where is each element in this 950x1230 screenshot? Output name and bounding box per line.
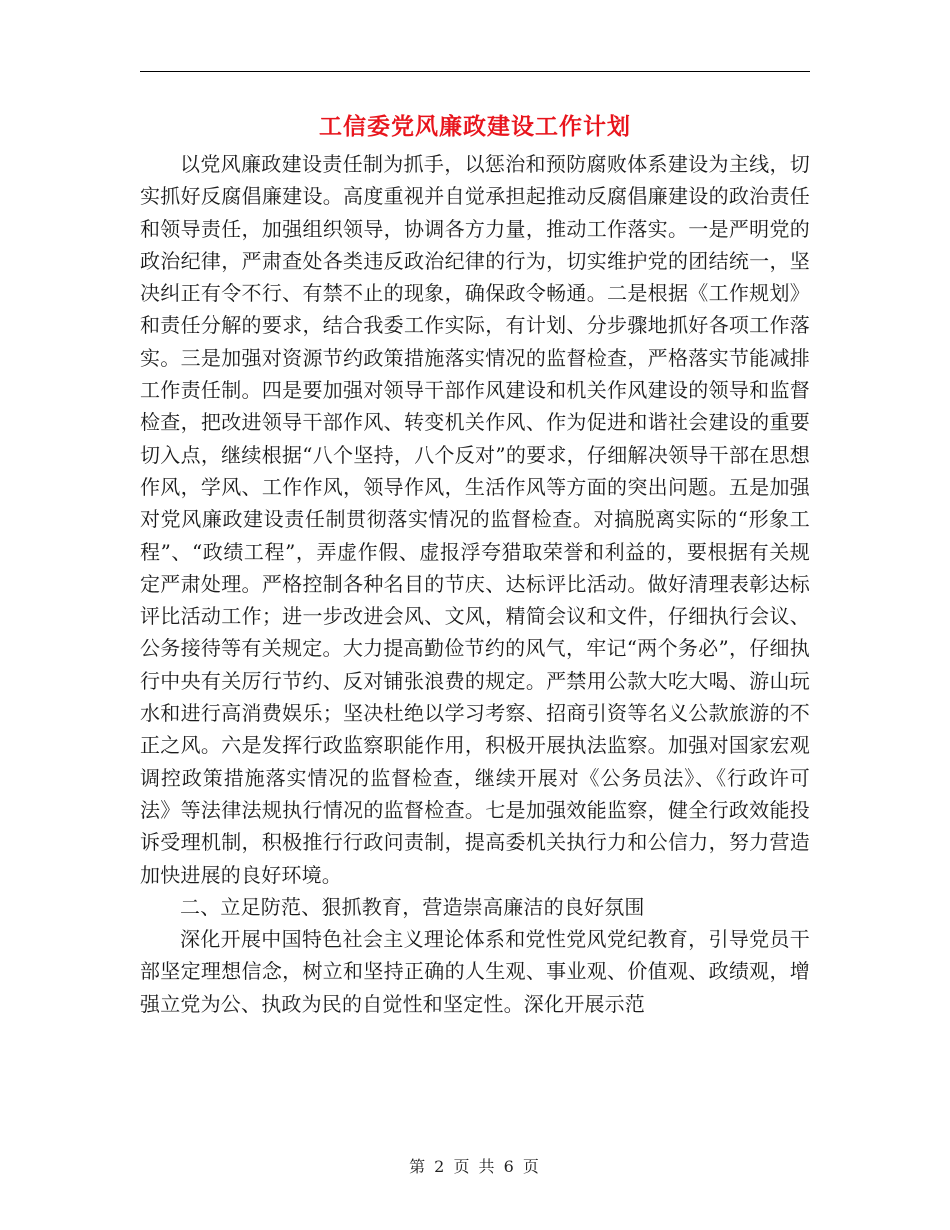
page-number-footer: 第 2 页 共 6 页 [409, 1157, 541, 1176]
document-body [140, 148, 810, 1020]
document-title: 工信委党风廉政建设工作计划 [319, 113, 631, 140]
body-paragraph-3: 深化开展中国特色社会主义理论体系和党性党风党纪教育，引导党员干部坚定理想信念，树立和坚持正确的人生观、事业观、价值观、政绩观，增强立党为公、执政为民的自觉性和坚定性。深化开展示范 [140, 927, 810, 1016]
section-heading-2: 二、立足防范、狠抓教育，营造崇高廉洁的良好氛围 [180, 894, 645, 919]
header-rule [140, 71, 810, 72]
body-paragraph-1: 以党风廉政建设责任制为抓手，以惩治和预防腐败体系建设为主线，切实抓好反腐倡廉建设。高度重视并自觉承担起推动反腐倡廉建设的政治责任和领导责任，加强组织领导，协调各方力量，推动工作落实。一是严明党的政治纪律，严肃查处各类违反政治纪律的行为，切实维护党的团结统一，坚决纠正有令不行、有禁不止的现象，确保政令畅通。二是根据《工作规划》和责任分解的要求，结合我委工作实际，有计划、分步骤地抓好各项工作落实。三是加强对资源节约政策措施落实情况的监督检查，严格落实节能减排工作责任制。四是要加强对领导干部作风建设和机关作风建设的领导和监督检查，把改进领导干部作风、转变机关作风、作为促进和谐社会建设的重要切入点，继续根据“八个坚持，八个反对”的要求，仔细解决领导干部在思想作风，学风、工作作风，领导作风，生活作风等方面的突出问题。五是加强对党风廉政建设责任制贯彻落实情况的监督检查。对搞脱离实际的“形象工程”、“政绩工程”，弄虚作假、虚报浮夸猎取荣誉和利益的，要根据有关规定严肃处理。严格控制各种名目的节庆、达标评比活动。做好清理表彰达标评比活动工作；进一步改进会风、文风，精简会议和文件，仔细执行会议、公务接待等有关规定。大力提高勤俭节约的风气，牢记“两个务必”，仔细执行中央有关厉行节约、反对铺张浪费的规定。严禁用公款大吃大喝、游山玩水和进行高消费娱乐；坚决杜绝以学习考察、招商引资等名义公款旅游的不正之风。六是发挥行政监察职能作用，积极开展执法监察。加强对国家宏观调控政策措施落实情况的监督检查，继续开展对《公务员法》、《行政许可法》等法律法规执行情况的监督检查。七是加强效能监察，健全行政效能投诉受理机制，积极推行行政问责制，提高委机关执行力和公信力，努力营造加快进展的良好环境。 [140, 152, 810, 887]
